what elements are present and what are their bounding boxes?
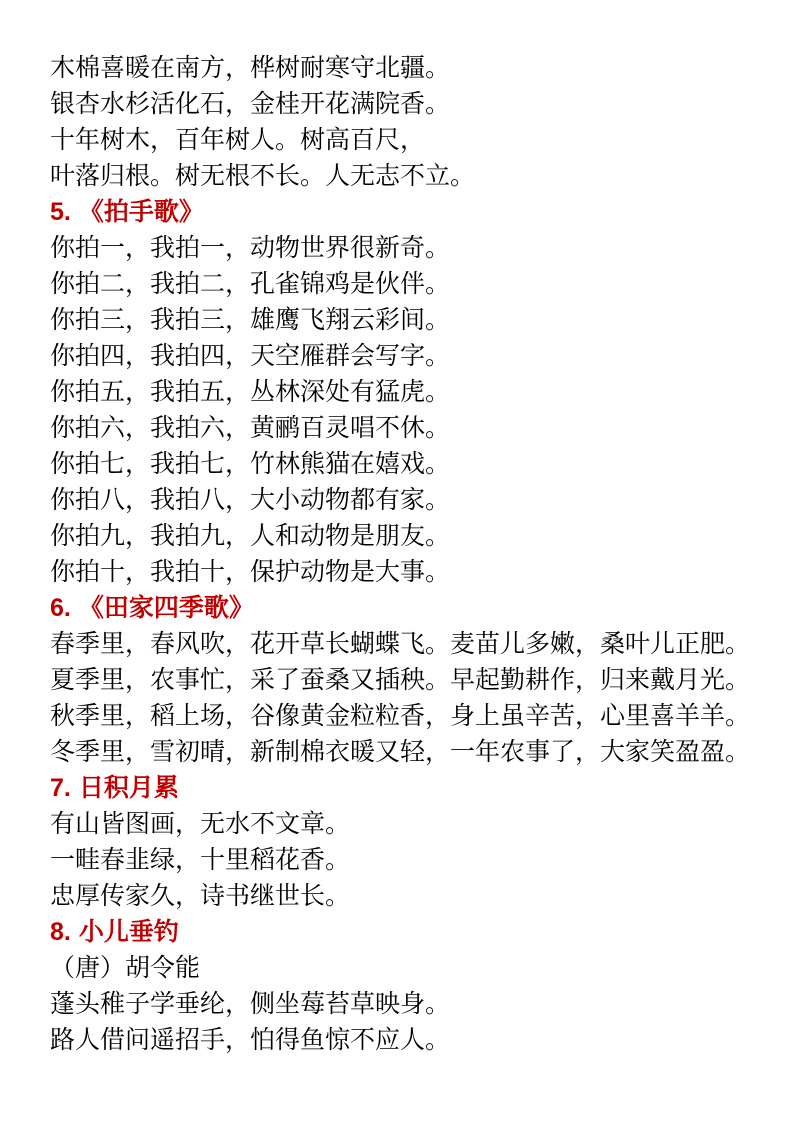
section-text-line: 你拍六，我拍六，黄鹂百灵唱不休。 [50, 414, 451, 442]
section-text-line: 路人借问遥招手，怕得鱼惊不应人。 [50, 1026, 451, 1054]
section-text-line: 秋季里，稻上场，谷像黄金粒粒香，身上虽辛苦，心里喜羊羊。 [50, 702, 751, 730]
section-text-line: 冬季里，雪初晴，新制棉衣暖又轻，一年农事了，大家笑盈盈。 [50, 738, 751, 766]
section-text-line: 你拍七，我拍七，竹林熊猫在嬉戏。 [50, 450, 451, 478]
section-number: 5. [50, 198, 71, 226]
section-title: 《拍手歌》 [78, 198, 204, 226]
section [50, 590, 763, 770]
section-number: 7. [50, 774, 71, 802]
section-title: 《田家四季歌》 [78, 594, 254, 622]
intro-text-line: 叶落归根。树无根不长。人无志不立。 [50, 162, 476, 190]
section-text-line: 你拍四，我拍四，天空雁群会写字。 [50, 342, 451, 370]
intro-text-line: 十年树木，百年树人。树高百尺， [50, 126, 426, 154]
section-text-line: 你拍三，我拍三，雄鹰飞翔云彩间。 [50, 306, 451, 334]
section [50, 914, 763, 1058]
section-number: 8. [50, 918, 71, 946]
section-heading [50, 770, 763, 806]
section-number: 6. [50, 594, 71, 622]
section-text-line: 忠厚传家久，诗书继世长。 [50, 882, 351, 910]
sections-container [50, 194, 763, 1058]
section-heading [50, 914, 763, 950]
section [50, 194, 763, 590]
section-text-line: 你拍五，我拍五，丛林深处有猛虎。 [50, 378, 451, 406]
section-text-line: 春季里，春风吹，花开草长蝴蝶飞。麦苗儿多嫩，桑叶儿正肥。 [50, 630, 751, 658]
section-text-line: 你拍九，我拍九，人和动物是朋友。 [50, 522, 451, 550]
section [50, 770, 763, 914]
section-text-line: 一畦春韭绿，十里稻花香。 [50, 846, 351, 874]
section-title: 小儿垂钓 [78, 918, 179, 946]
section-heading [50, 590, 763, 626]
section-text-line: 你拍一，我拍一，动物世界很新奇。 [50, 234, 451, 262]
intro-paragraph [50, 50, 763, 194]
section-text-line: 蓬头稚子学垂纶，侧坐莓苔草映身。 [50, 990, 451, 1018]
intro-text-line: 银杏水杉活化石，金桂开花满院香。 [50, 90, 451, 118]
intro-text-line: 木棉喜暖在南方，桦树耐寒守北疆。 [50, 54, 451, 82]
section-heading [50, 194, 763, 230]
section-text-line: （唐）胡令能 [50, 954, 201, 982]
section-text-line: 你拍十，我拍十，保护动物是大事。 [50, 558, 451, 586]
section-text-line: 你拍八，我拍八，大小动物都有家。 [50, 486, 451, 514]
section-title: 日积月累 [78, 774, 179, 802]
section-text-line: 有山皆图画，无水不文章。 [50, 810, 351, 838]
section-text-line: 你拍二，我拍二，孔雀锦鸡是伙伴。 [50, 270, 451, 298]
section-text-line: 夏季里，农事忙，采了蚕桑又插秧。早起勤耕作，归来戴月光。 [50, 666, 751, 694]
